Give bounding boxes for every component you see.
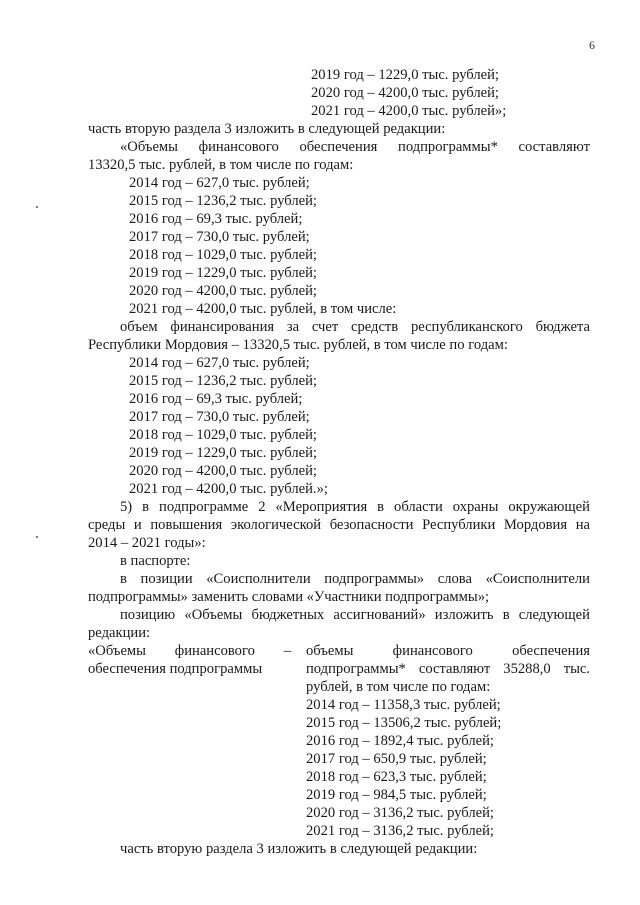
word: обеспечения [512, 643, 590, 659]
text-line [306, 661, 590, 679]
word: охраны [452, 499, 499, 515]
word: ассигнований» [333, 607, 426, 623]
word: финансового [392, 643, 473, 659]
word: «Объемы [184, 607, 243, 623]
text-line: 2017 год – 730,0 тыс. рублей; [129, 229, 310, 245]
text-line: 2018 год – 1029,0 тыс. рублей; [129, 247, 317, 263]
text-line: в паспорте: [120, 553, 191, 569]
word: 35288,0 [503, 661, 551, 677]
text-line: рублей, в том числе по годам: [306, 679, 491, 695]
text-line: подпрограммы» заменить словами «Участники подпрограммы»; [88, 589, 490, 605]
word: в [120, 571, 127, 587]
word: составляют [518, 139, 590, 155]
word: тыс. [563, 661, 590, 677]
text-line: обеспечения подпрограммы [88, 661, 263, 677]
text-line: 2021 год – 4200,0 тыс. рублей.»; [129, 481, 328, 497]
word: изложить [434, 607, 494, 623]
text-line: 2018 год – 1029,0 тыс. рублей; [129, 427, 317, 443]
word: области [394, 499, 443, 515]
word: позиции [140, 571, 193, 587]
text-line [120, 499, 590, 517]
text-line [120, 607, 590, 625]
word: в [502, 607, 510, 623]
text-line: 2014 год – 627,0 тыс. рублей; [129, 355, 310, 371]
word: 5) [120, 499, 133, 515]
word: бюджета [535, 319, 590, 335]
text-line: 2016 год – 1892,4 тыс. рублей; [306, 733, 494, 749]
word: на [575, 517, 590, 533]
word: республиканского [410, 319, 523, 335]
word: средств [350, 319, 399, 335]
text-line: часть вторую раздела 3 изложить в следующей редакции: [88, 121, 446, 137]
word: финансового [198, 139, 279, 155]
text-line: 2020 год – 4200,0 тыс. рублей; [129, 463, 317, 479]
text-line: 13320,5 тыс. рублей, в том числе по годам: [88, 157, 354, 173]
word: 2 [258, 499, 266, 515]
word: – [283, 643, 291, 659]
text-line: 2021 год – 4200,0 тыс. рублей»; [311, 103, 507, 119]
text-line: 2017 год – 650,9 тыс. рублей; [306, 751, 487, 767]
word: «Соисполнители [206, 571, 311, 587]
text-line: 2015 год – 1236,2 тыс. рублей; [129, 193, 317, 209]
text-line: 2021 год – 3136,2 тыс. рублей; [306, 823, 494, 839]
text-line: 2014 год – 627,0 тыс. рублей; [129, 175, 310, 191]
word: объем [120, 319, 158, 335]
text-line: 2019 год – 1229,0 тыс. рублей; [129, 445, 317, 461]
text-line: 2020 год – 3136,2 тыс. рублей; [306, 805, 494, 821]
text-line: 2015 год – 13506,2 тыс. рублей; [306, 715, 502, 731]
word: среды [88, 517, 126, 533]
word: Мордовия [503, 517, 568, 533]
word: обеспечения [299, 139, 378, 155]
text-line: 2019 год – 1229,0 тыс. рублей; [311, 67, 499, 83]
text-line [88, 517, 590, 535]
text-line: 2019 год – 1229,0 тыс. рублей; [129, 265, 317, 281]
text-line [88, 643, 291, 661]
word: повышения [150, 517, 223, 533]
word: счет [311, 319, 339, 335]
word: и [133, 517, 142, 533]
word: объемы [306, 643, 354, 659]
text-line: 2018 год – 623,3 тыс. рублей; [306, 769, 487, 785]
word: подпрограммы» [324, 571, 425, 587]
text-line: 2016 год – 69,3 тыс. рублей; [129, 391, 303, 407]
word: «Объемы [88, 643, 146, 659]
word: «Мероприятия [275, 499, 368, 515]
text-line: 2015 год – 1236,2 тыс. рублей; [129, 373, 317, 389]
scan-speck [36, 536, 38, 538]
word: экологической [230, 517, 322, 533]
text-line: редакции: [88, 625, 151, 641]
text-line [120, 319, 590, 337]
word: следующей [518, 607, 590, 623]
word: подпрограммы* [306, 661, 406, 677]
page-number: 6 [589, 38, 595, 52]
word: подпрограммы* [398, 139, 498, 155]
word: позицию [120, 607, 176, 623]
word: Республики [422, 517, 496, 533]
word: подпрограмме [159, 499, 249, 515]
text-line: 2021 год – 4200,0 тыс. рублей, в том числе: [129, 301, 397, 317]
text-line: часть вторую раздела 3 изложить в следующей редакции: [120, 841, 478, 857]
word: «Объемы [120, 139, 178, 155]
text-line: 2016 год – 69,3 тыс. рублей; [129, 211, 303, 227]
word: в [142, 499, 150, 515]
text-line: 2014 год – 11358,3 тыс. рублей; [306, 697, 501, 713]
scan-speck [36, 206, 38, 208]
text-line: 2020 год – 4200,0 тыс. рублей; [311, 85, 499, 101]
word: безопасности [329, 517, 414, 533]
text-line [306, 643, 590, 661]
word: финансового [174, 643, 255, 659]
text-line: 2017 год – 730,0 тыс. рублей; [129, 409, 310, 425]
word: в [377, 499, 385, 515]
word: финансирования [170, 319, 275, 335]
text-line: 2014 – 2021 годы»: [88, 535, 206, 551]
word: «Соисполнители [485, 571, 590, 587]
text-line: Республики Мордовия – 13320,5 тыс. рублей, в том числе по годам: [88, 337, 508, 353]
text-line [120, 571, 590, 589]
word: окружающей [508, 499, 590, 515]
text-line [120, 139, 590, 157]
text-line: 2019 год – 984,5 тыс. рублей; [306, 787, 487, 803]
word: за [286, 319, 300, 335]
word: слова [437, 571, 472, 587]
word: составляют [418, 661, 491, 677]
word: бюджетных [251, 607, 325, 623]
text-line: 2020 год – 4200,0 тыс. рублей; [129, 283, 317, 299]
